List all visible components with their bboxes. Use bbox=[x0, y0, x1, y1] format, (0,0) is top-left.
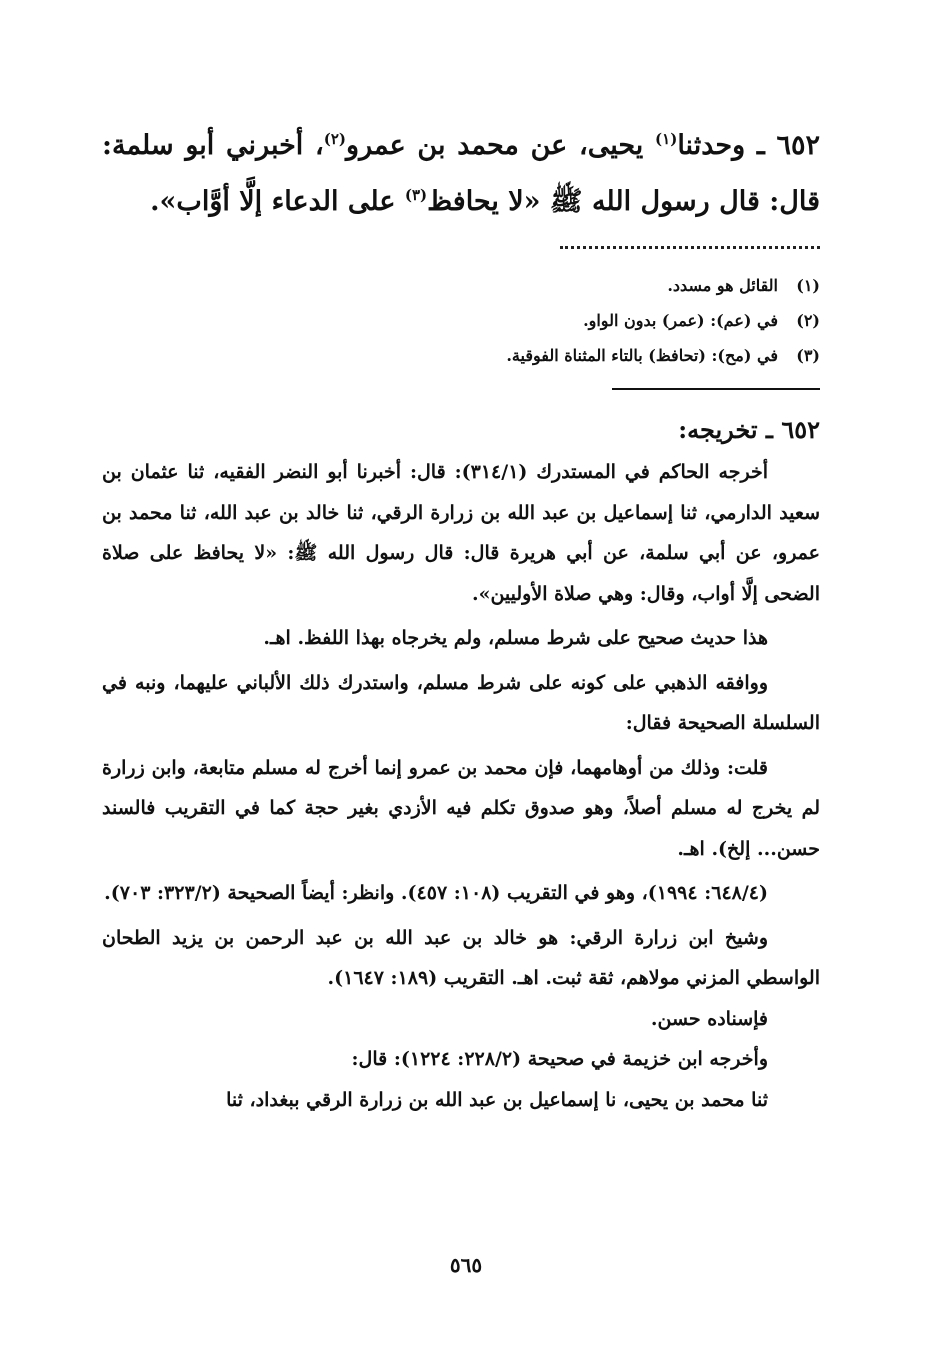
footnotes bbox=[102, 268, 820, 373]
paragraph: ووافقه الذهبي على كونه على شرط مسلم، واستدرك ذلك الألباني عليهما، ونبه في السلسلة الصحيحة فقال: bbox=[102, 671, 820, 734]
takhrij-body bbox=[102, 452, 820, 1120]
page-number: ٥٦٥ bbox=[449, 1253, 483, 1277]
section-heading: ٦٥٢ ـ تخريجه: bbox=[678, 415, 820, 444]
footnote-number: (١) bbox=[796, 276, 820, 295]
footnote-ref-2: (٢) bbox=[323, 130, 347, 148]
paragraph: وأخرجه ابن خزيمة في صحيحة (٢٢٨/٢: ١٢٢٤): قال: bbox=[351, 1048, 768, 1070]
hadith-line-1: ٦٥٢ ـ وحدثنا$^{(١)}$ يحيى، عن محمد بن عمرو$^{(٢)}$، أخبرني أبو سلمة: قال: قال رسول الله ﷺ «لا يحافظ$^{(٣)}$ على الدعاء إلَّا أوَّاب». bbox=[102, 130, 820, 217]
footnote-item bbox=[102, 338, 820, 373]
footnote-ref-1: (١) bbox=[655, 130, 678, 148]
paragraph: ثنا محمد بن يحيى، نا إسماعيل بن عبد الله بن زرارة الرقي ببغداد، ثنا bbox=[226, 1088, 768, 1111]
paragraph: هذا حديث صحيح على شرط مسلم، ولم يخرجاه بهذا اللفظ. اهـ. bbox=[263, 627, 768, 649]
paragraph: قلت: وذلك من أوهامهما، فإن محمد بن عمرو إنما أخرج له مسلم متابعة، وابن زرارة لم يخرج له مسلم أصلاً، وهو صدوق تكلم فيه الأزدي بغير حجة كما في التقريب فالسند حسن... إلخ). اهـ. bbox=[102, 756, 820, 860]
footnote-item bbox=[102, 268, 820, 303]
hadith-text bbox=[102, 118, 820, 230]
footnote-separator bbox=[560, 230, 820, 249]
footnote-text: القائل هو مسدد. bbox=[667, 276, 778, 295]
footnote-ref-3: (٣) bbox=[404, 186, 428, 204]
paragraph: فإسناده حسن. bbox=[650, 1007, 768, 1030]
footnote-number: (٣) bbox=[796, 346, 820, 365]
footnote-text: في (عم): (عمر) بدون الواو. bbox=[583, 311, 778, 330]
paragraph: (٦٤٨/٤: ١٩٩٤)، وهو في التقريب (١٠٨: ٤٥٧). وانظر: أيضاً الصحيحة (٣٢٣/٢: ٧٠٣). bbox=[104, 882, 768, 904]
section-divider bbox=[612, 388, 820, 390]
paragraph: أخرجه الحاكم في المستدرك (٣١٤/١): قال: أخبرنا أبو النضر الفقيه، ثنا عثمان بن سعيد الدارمي، ثنا إسماعيل بن عبد الله بن زرارة الرقي، ثنا خالد بن عبد الله، ثنا محمد بن عمرو، عن أبي سلمة، عن أبي هريرة قال: قال رسول الله ﷺ: «لا يحافظ على صلاة الضحى إلَّا أواب، وقال: وهي صلاة الأوليين». bbox=[102, 461, 820, 605]
footnote-number: (٢) bbox=[796, 311, 820, 330]
paragraph: وشيخ ابن زرارة الرقي: هو خالد بن عبد الله بن عبد الرحمن بن يزيد الطحان الواسطي المزني مولاهم، ثقة ثبت. اهـ. التقريب (١٨٩: ١٦٤٧). bbox=[102, 926, 820, 989]
footnote-item bbox=[102, 303, 820, 338]
footnote-text: في (مح): (تحافظ) بالتاء المثناة الفوقية. bbox=[506, 346, 778, 365]
